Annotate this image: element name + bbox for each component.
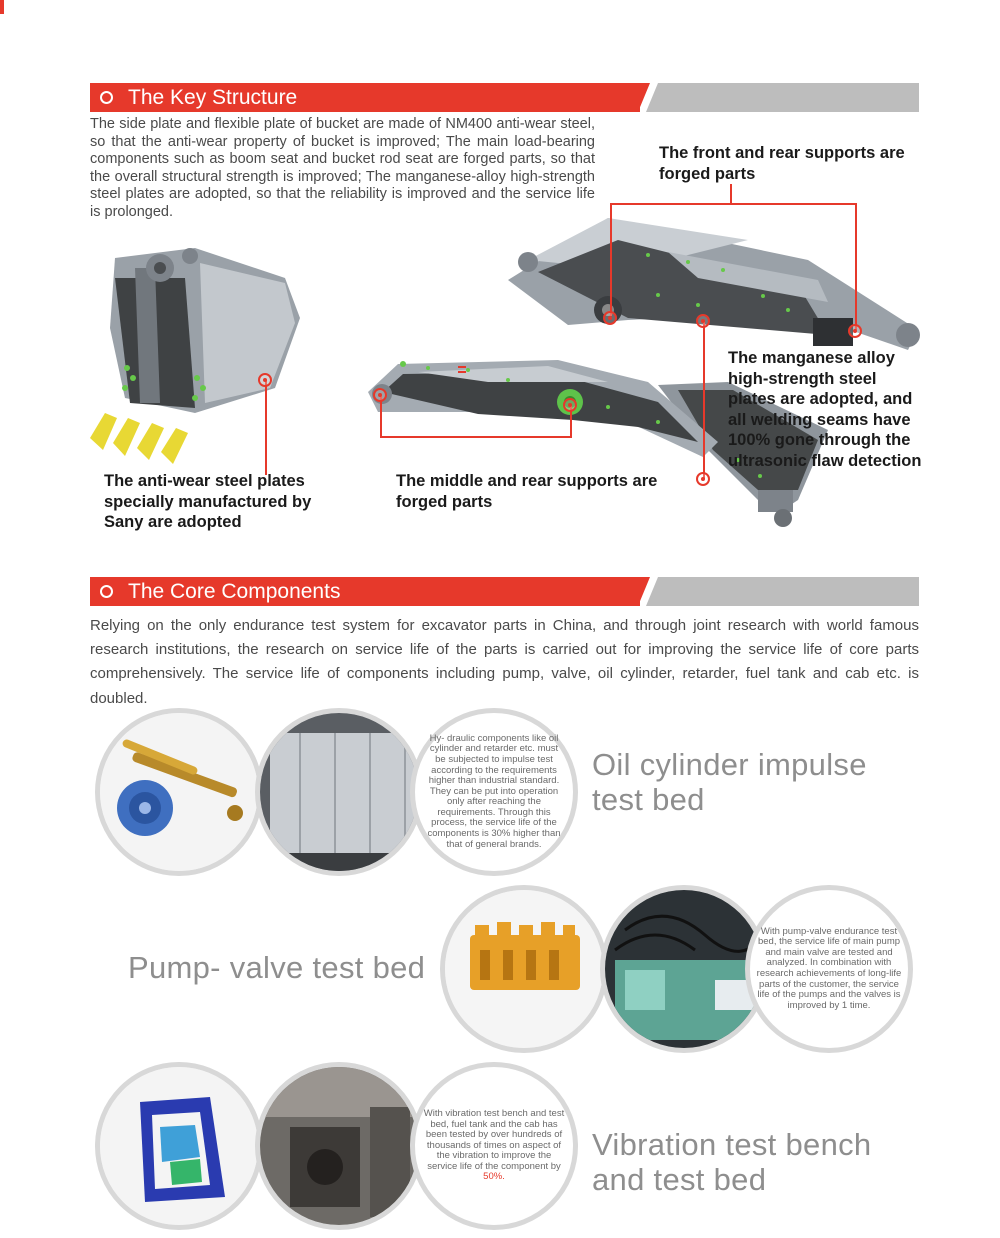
callout-marker <box>696 472 710 486</box>
callout-line <box>380 436 572 438</box>
section-header-key-structure <box>90 83 919 112</box>
corner-mark <box>0 0 4 14</box>
test-cabinet-photo <box>255 708 423 876</box>
hydraulic-cylinder-photo <box>95 708 263 876</box>
callout-line <box>703 322 705 479</box>
callout-line <box>610 203 856 205</box>
callout-marker <box>696 314 710 328</box>
callout-line <box>265 380 267 475</box>
bullet-ring-icon <box>100 585 113 598</box>
callout-marker <box>848 324 862 338</box>
callout-marker <box>258 373 272 387</box>
bucket-illustration <box>85 238 315 468</box>
pump-test-rig-photo <box>600 885 768 1053</box>
vibration-description-bubble <box>410 1062 578 1230</box>
callout-line <box>730 184 732 204</box>
section-header-core-components <box>90 577 919 606</box>
section-title: The Key Structure <box>128 86 298 109</box>
callout-marker <box>563 398 577 412</box>
core-components-intro: Relying on the only endurance test system for excavator parts in China, and through joint research with world famous research institutions, the research on service life of the parts is carried out for improving the service life of core parts comprehensively. The service life of components including pump, valve, oil cylinder, retarder, fuel tank and cab etc. is doubled. <box>90 617 919 707</box>
bullet-ring-icon <box>100 91 113 104</box>
callout-anti-wear-plates: The anti-wear steel plates specially manufactured by Sany are adopted <box>104 472 312 531</box>
callout-line <box>855 203 857 330</box>
callout-marker <box>373 388 387 402</box>
key-structure-intro: The side plate and flexible plate of bucket are made of NM400 anti-wear steel, so that the anti-wear property of bucket is improved; The main load-bearing components such as boom seat and bucket rod seat are forged parts, so that the overall structural strength is improved; The manganese-alloy high-strength steel plates are adopted, so that the reliability is improved and the service life is prolonged. <box>90 116 595 220</box>
callout-manganese-plates: The manganese alloy high-strength steel plates are adopted, and all welding seams have 100% gone through the ultrasonic flaw detection <box>728 349 922 470</box>
callout-front-rear-supports: The front and rear supports are forged parts <box>659 144 905 183</box>
vibration-label: Vibration test bench and test bed <box>592 1127 872 1197</box>
pump-valve-label: Pump- valve test bed <box>128 950 426 985</box>
pump-valve-description-bubble <box>745 885 913 1053</box>
oil-cylinder-description: Hy- draulic components like oil cylinder and retarder etc. must be subjected to impulse test according to the requirements higher than industrial standard. They can be put into operation only after reaching the requirements. Through this process, the service life of the components is 30% higher than that of general brands. <box>427 732 561 850</box>
callout-marker <box>603 311 617 325</box>
callout-line <box>610 203 612 316</box>
section-title: The Core Components <box>128 580 341 603</box>
highlight-percentage: 50%. <box>483 1171 505 1183</box>
oil-cylinder-description-bubble <box>410 708 578 876</box>
vibration-bench-photo <box>255 1062 423 1230</box>
vibration-description: With vibration test bench and test bed, fuel tank and the cab has been tested by over hundreds of thousands of times on aspect of the vibration to improve the service life of the component by 50%. <box>423 1107 565 1183</box>
valve-block-photo <box>440 885 608 1053</box>
oil-cylinder-label: Oil cylinder impulse test bed <box>592 747 867 817</box>
callout-middle-rear-supports: The middle and rear supports are forged parts <box>396 472 658 511</box>
cab-simulation-photo <box>95 1062 263 1230</box>
pump-valve-description: With pump-valve endurance test bed, the service life of main pump and main valve are tested and analyzed. In combination with research achievements of long-life parts of the customer, the service life of the pumps and the valves is improved by 1 time. <box>756 925 902 1011</box>
